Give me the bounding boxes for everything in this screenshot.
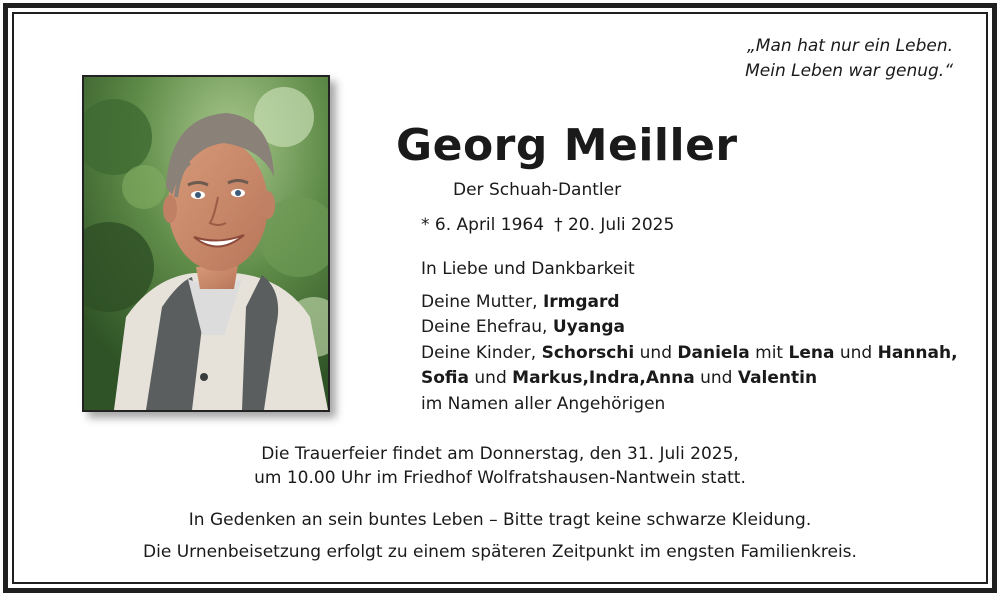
wife-name: Uyanga xyxy=(552,317,625,337)
deceased-nickname: Der Schuah-Dantler xyxy=(453,180,622,200)
children-prefix: Deine Kinder, xyxy=(421,342,537,363)
child-name: Indra, xyxy=(588,368,646,388)
dress-note: In Gedenken an sein buntes Leben – Bitte tragt keine schwarze Kleidung. xyxy=(188,510,812,530)
ceremony-info xyxy=(0,442,1000,490)
family-closing: im Namen aller Angehörigen xyxy=(421,393,666,414)
child-name: Valentin xyxy=(737,368,818,388)
grandchild-name: Hannah, xyxy=(877,342,958,363)
mother-prefix: Deine Mutter, xyxy=(421,291,538,312)
quote-line-2: Mein Leben war genug.“ xyxy=(745,61,953,81)
family-wife-line xyxy=(421,315,958,341)
conjunction: und xyxy=(839,342,873,363)
portrait-photo-frame xyxy=(82,75,330,412)
grandchild-name: Lena xyxy=(788,342,835,363)
child-name: Anna xyxy=(645,368,695,388)
quote-line-1: „Man hat nur ein Leben. xyxy=(747,36,953,56)
burial-note: Die Urnenbeisetzung erfolgt zu einem späteren Zeitpunkt im engsten Familienkreis. xyxy=(143,542,857,562)
family-children-line xyxy=(421,341,958,367)
mother-name: Irmgard xyxy=(542,291,620,312)
grandchild-name: Sofia xyxy=(421,368,469,388)
ceremony-line-1: Die Trauerfeier findet am Donnerstag, den 31. Juli 2025, xyxy=(261,444,739,464)
death-date: † 20. Juli 2025 xyxy=(554,215,675,235)
birth-date: * 6. April 1964 xyxy=(421,215,545,235)
family-children-line-2 xyxy=(421,366,958,392)
child-name: Daniela xyxy=(677,342,750,363)
conjunction: mit xyxy=(755,342,784,363)
conjunction: und xyxy=(700,368,733,388)
life-dates xyxy=(421,213,674,237)
family-block xyxy=(421,257,958,417)
conjunction: und xyxy=(639,342,672,363)
ceremony-line-2: um 10.00 Uhr im Friedhof Wolfratshausen-Nantwein statt. xyxy=(254,468,746,488)
conjunction: und xyxy=(474,368,507,388)
deceased-name: Georg Meiller xyxy=(396,120,738,171)
family-intro: In Liebe und Dankbarkeit xyxy=(421,259,635,279)
family-mother-line xyxy=(421,290,958,316)
wife-prefix: Deine Ehefrau, xyxy=(421,317,548,337)
memorial-quote xyxy=(745,34,953,84)
child-name: Markus, xyxy=(512,368,589,388)
child-name: Schorschi xyxy=(541,342,635,363)
portrait-photo xyxy=(84,77,328,410)
